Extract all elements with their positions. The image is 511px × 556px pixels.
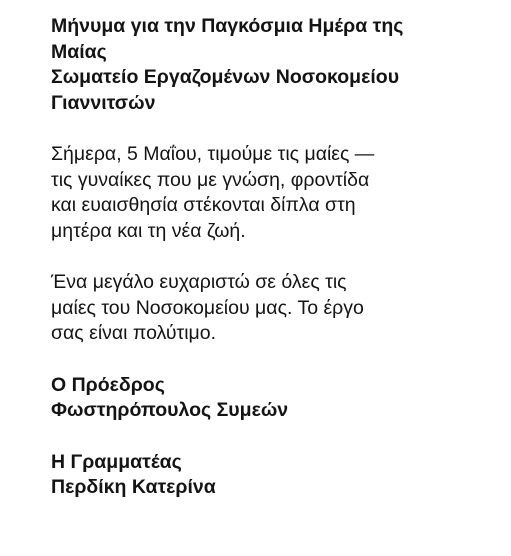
- signature-secretary-title: Η Γραμματέας: [51, 450, 182, 473]
- paragraph-1-line-2: τις γυναίκες που με γνώση, φροντίδα: [51, 168, 370, 191]
- message-header: [51, 14, 491, 116]
- signature-secretary-name: Περδίκη Κατερίνα: [51, 476, 216, 498]
- paragraph-thanks: [51, 270, 491, 347]
- header-union-line-1: Σωματείο Εργαζομένων Νοσοκομείου: [51, 66, 400, 88]
- signature-president: [51, 373, 491, 424]
- header-title-line-1: Μήνυμα για την Παγκόσμια Ημέρα της: [51, 15, 404, 37]
- paragraph-2-line-1: Ένα μεγάλο ευχαριστώ σε όλες τις: [51, 271, 347, 293]
- message-document: [51, 14, 491, 527]
- paragraph-1-line-4: μητέρα και τη νέα ζωή.: [51, 219, 246, 242]
- paragraph-tribute: [51, 142, 491, 244]
- header-title-line-2: Μαίας: [51, 40, 107, 63]
- signature-president-name: Φωστηρόπουλος Συμεών: [51, 399, 289, 421]
- signature-president-title: Ο Πρόεδρος: [51, 373, 165, 396]
- paragraph-2-line-2: μαίες του Νοσοκομείου μας. Το έργο: [51, 296, 364, 319]
- header-union-line-2: Γιαννιτσών: [51, 91, 156, 114]
- paragraph-1-line-1: Σήμερα, 5 Μαΐου, τιμούμε τις μαίες —: [51, 143, 375, 165]
- paragraph-1-line-3: και ευαισθησία στέκονται δίπλα στη: [51, 194, 356, 216]
- signature-secretary: [51, 450, 491, 501]
- paragraph-2-line-3: σας είναι πολύτιμο.: [51, 322, 217, 344]
